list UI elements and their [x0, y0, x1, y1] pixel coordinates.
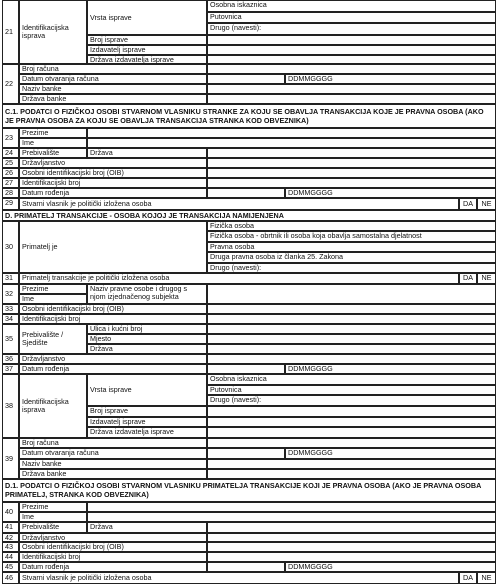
- citizenship-label: Državljanstvo: [19, 158, 207, 168]
- row-number: 22: [2, 64, 19, 104]
- id-number-label: Identifikacijski broj: [19, 552, 207, 562]
- date-format-hint: DDMMGGGG: [285, 364, 496, 374]
- surname-field[interactable]: [87, 502, 496, 512]
- account-open-date-label: Datum otvaranja računa: [19, 74, 207, 84]
- yes-option[interactable]: DA: [459, 572, 477, 584]
- recipient-type-label: Primatelj je: [19, 221, 207, 273]
- id-document-label: Identifikacijska isprava: [19, 374, 87, 438]
- row-number: 35: [2, 324, 19, 354]
- bank-name-label: Naziv banke: [19, 459, 207, 469]
- name-label: Ime: [19, 294, 87, 304]
- id-number-field[interactable]: [207, 314, 496, 324]
- surname-label: Prezime: [19, 502, 87, 512]
- id-number-field[interactable]: [207, 552, 496, 562]
- country-label: Država: [87, 148, 207, 158]
- row-number: 24: [2, 148, 19, 158]
- row-number: 27: [2, 178, 19, 188]
- residence-seat-label: Prebivalište / Sjedište: [19, 324, 87, 354]
- issuer-label: Izdavatelj isprave: [87, 45, 207, 55]
- row-number: 30: [2, 221, 19, 273]
- option-sole-trader[interactable]: Fizička osoba - obrtnik ili osoba koja obavlja samostalna djelatnost: [207, 231, 496, 242]
- date-format-hint: DDMMGGGG: [285, 188, 496, 198]
- birth-date-field[interactable]: [207, 188, 285, 198]
- no-option[interactable]: NE: [477, 273, 496, 284]
- country-label: Država: [87, 522, 207, 533]
- name-label: Ime: [19, 138, 87, 148]
- oib-field[interactable]: [207, 168, 496, 178]
- bank-country-label: Država banke: [19, 469, 207, 479]
- issuer-country-field[interactable]: [207, 55, 496, 64]
- citizenship-field[interactable]: [207, 158, 496, 168]
- issuer-country-field[interactable]: [207, 427, 496, 438]
- pep-question: Stvarni vlasnik je politički izložena osoba: [19, 198, 459, 210]
- bank-name-label: Naziv banke: [19, 84, 207, 94]
- pep-question: Primatelj transakcije je politički izložena osoba: [19, 273, 459, 284]
- bank-name-field[interactable]: [207, 84, 496, 94]
- row-number: 44: [2, 552, 19, 562]
- issuer-label: Izdavatelj isprave: [87, 417, 207, 427]
- birth-date-field[interactable]: [207, 562, 285, 572]
- option-other[interactable]: Drugo (navesti):: [207, 395, 496, 406]
- row-number: 42: [2, 533, 19, 542]
- account-open-date-field[interactable]: [207, 448, 285, 459]
- option-other[interactable]: Drugo (navesti):: [207, 263, 496, 273]
- citizenship-label: Državljanstvo: [19, 533, 207, 542]
- issuer-field[interactable]: [207, 45, 496, 55]
- name-field[interactable]: [87, 512, 496, 522]
- row-number: 43: [2, 542, 19, 552]
- street-field[interactable]: [207, 324, 496, 334]
- row-number: 46: [2, 572, 19, 584]
- row-number: 37: [2, 364, 19, 374]
- row-number: 21: [2, 0, 19, 64]
- option-other-legal-person[interactable]: Druga pravna osoba iz članka 25. Zakona: [207, 252, 496, 263]
- no-option[interactable]: NE: [477, 572, 496, 584]
- section-c1-header: C.1. PODATCI O FIZIČKOJ OSOBI STVARNOM VLASNIKU STRANKE ZA KOJU SE OBAVLJA TRANSAKCIJA KOJE JE PRAVNA OSOBA (AKO JE PRAVNA OSOBA ZA KOJU SE OBAVLJA TRANSAKCIJA STRANKA KOD OBVEZNIKA): [2, 104, 496, 128]
- option-passport[interactable]: Putovnica: [207, 12, 496, 23]
- row-number: 23: [2, 128, 19, 148]
- residence-label: Prebivalište: [19, 148, 87, 158]
- birth-date-label: Datum rođenja: [19, 188, 207, 198]
- account-number-label: Broj računa: [19, 64, 207, 74]
- date-format-hint: DDMMGGGG: [285, 74, 496, 84]
- option-id-card[interactable]: Osobna iskaznica: [207, 0, 496, 12]
- row-number: 26: [2, 168, 19, 178]
- country-field[interactable]: [207, 522, 496, 533]
- issuer-country-label: Država izdavatelja isprave: [87, 55, 207, 64]
- row-number: 40: [2, 502, 19, 522]
- oib-field[interactable]: [207, 542, 496, 552]
- bank-country-label: Država banke: [19, 94, 207, 104]
- account-open-date-field[interactable]: [207, 74, 285, 84]
- id-number-label: Identifikacijski broj: [19, 178, 207, 188]
- row-number: 36: [2, 354, 19, 364]
- birth-date-label: Datum rođenja: [19, 364, 207, 374]
- name-label: Ime: [19, 512, 87, 522]
- row-number: 34: [2, 314, 19, 324]
- oib-label: Osobni identifikacijski broj (OIB): [19, 168, 207, 178]
- document-number-label: Broj isprave: [87, 406, 207, 417]
- citizenship-label: Državljanstvo: [19, 354, 207, 364]
- birth-date-field[interactable]: [207, 364, 285, 374]
- account-number-label: Broj računa: [19, 438, 207, 448]
- street-label: Ulica i kućni broj: [87, 324, 207, 334]
- document-type-label: Vrsta isprave: [87, 0, 207, 35]
- oib-label: Osobni identifikacijski broj (OIB): [19, 542, 207, 552]
- citizenship-field[interactable]: [207, 354, 496, 364]
- row-number: 38: [2, 374, 19, 438]
- date-format-hint: DDMMGGGG: [285, 448, 496, 459]
- section-d1-header: D.1. PODATCI O FIZIČKOJ OSOBI STVARNOM VLASNIKU PRIMATELJA TRANSAKCIJE KOJI JE PRAVNA OSOBA (AKO JE PRAVNA OSOBA PRIMATELJ, STRANKA KOD OBVEZNIKA): [2, 479, 496, 502]
- bank-country-field[interactable]: [207, 469, 496, 479]
- account-open-date-label: Datum otvaranja računa: [19, 448, 207, 459]
- country-field[interactable]: [207, 148, 496, 158]
- id-number-label: Identifikacijski broj: [19, 314, 207, 324]
- date-format-hint: DDMMGGGG: [285, 562, 496, 572]
- surname-field[interactable]: [87, 128, 496, 138]
- document-number-field[interactable]: [207, 35, 496, 45]
- yes-option[interactable]: DA: [459, 198, 477, 210]
- name-field[interactable]: [87, 138, 496, 148]
- issuer-field[interactable]: [207, 417, 496, 427]
- document-type-label: Vrsta isprave: [87, 374, 207, 406]
- country-field[interactable]: [207, 344, 496, 354]
- option-other[interactable]: Drugo (navesti):: [207, 23, 496, 35]
- city-field[interactable]: [207, 334, 496, 344]
- row-number: 25: [2, 158, 19, 168]
- id-document-label: Identifikacijska isprava: [19, 0, 87, 64]
- no-option[interactable]: NE: [477, 198, 496, 210]
- birth-date-label: Datum rođenja: [19, 562, 207, 572]
- row-number: 28: [2, 188, 19, 198]
- legal-entity-name-field[interactable]: [207, 284, 496, 304]
- option-passport[interactable]: Putovnica: [207, 385, 496, 395]
- document-number-label: Broj isprave: [87, 35, 207, 45]
- account-number-field[interactable]: [207, 64, 496, 74]
- row-number: 45: [2, 562, 19, 572]
- oib-field[interactable]: [207, 304, 496, 314]
- row-number: 41: [2, 522, 19, 533]
- section-d-header: D. PRIMATELJ TRANSAKCIJE - OSOBA KOJOJ JE TRANSAKCIJA NAMIJENJENA: [2, 210, 496, 221]
- residence-label: Prebivalište: [19, 522, 87, 533]
- row-number: 31: [2, 273, 19, 284]
- document-number-field[interactable]: [207, 406, 496, 417]
- option-id-card[interactable]: Osobna iskaznica: [207, 374, 496, 385]
- account-number-field[interactable]: [207, 438, 496, 448]
- issuer-country-label: Država izdavatelja isprave: [87, 427, 207, 438]
- row-number: 32: [2, 284, 19, 304]
- transaction-form: [2, 0, 496, 588]
- citizenship-field[interactable]: [207, 533, 496, 542]
- bank-name-field[interactable]: [207, 459, 496, 469]
- surname-label: Prezime: [19, 284, 87, 294]
- pep-question: Stvarni vlasnik je politički izložena osoba: [19, 572, 459, 584]
- row-number: 39: [2, 438, 19, 479]
- oib-label: Osobni identifikacijski broj (OIB): [19, 304, 207, 314]
- id-number-field[interactable]: [207, 178, 496, 188]
- yes-option[interactable]: DA: [459, 273, 477, 284]
- surname-label: Prezime: [19, 128, 87, 138]
- option-natural-person[interactable]: Fizička osoba: [207, 221, 496, 231]
- legal-entity-name-label: Naziv pravne osobe i drugog s njom izjednačenog subjekta: [87, 284, 207, 304]
- row-number: 33: [2, 304, 19, 314]
- row-number: 29: [2, 198, 19, 210]
- city-label: Mjesto: [87, 334, 207, 344]
- country-label: Država: [87, 344, 207, 354]
- bank-country-field[interactable]: [207, 94, 496, 104]
- option-legal-person[interactable]: Pravna osoba: [207, 242, 496, 252]
